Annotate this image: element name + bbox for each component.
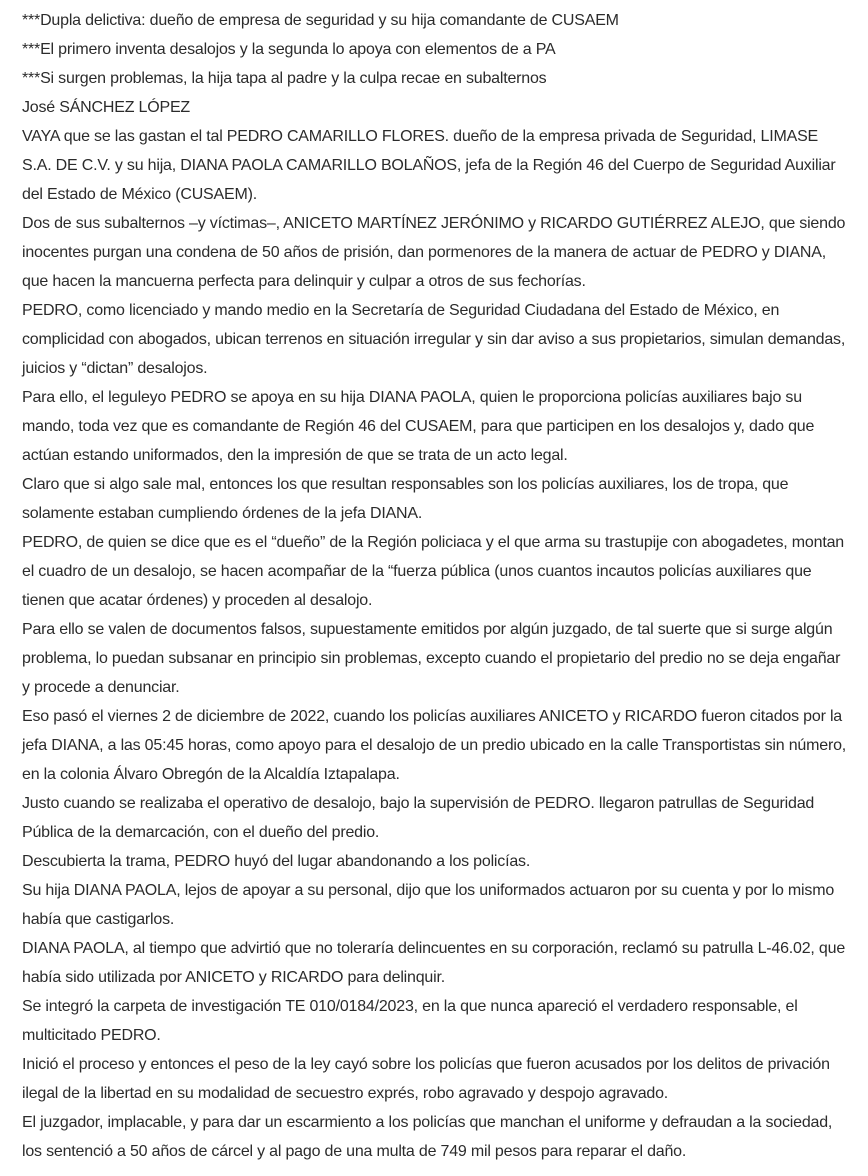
article-paragraph: El juzgador, implacable, y para dar un escarmiento a los policías que manchan el uniforme y defraudan a la sociedad, los sentenció a 50 años de cárcel y al pago de una multa de 749 mil pesos para reparar el daño. bbox=[22, 1114, 833, 1160]
article-paragraph: Claro que si algo sale mal, entonces los que resultan responsables son los policías auxiliares, los de tropa, que solamente estaban cumpliendo órdenes de la jefa DIANA. bbox=[22, 476, 789, 522]
article-paragraph: Su hija DIANA PAOLA, lejos de apoyar a su personal, dijo que los uniformados actuaron por su cuenta y por lo mismo había que castigarlos. bbox=[22, 882, 835, 928]
kicker-line: ***Si surgen problemas, la hija tapa al padre y la culpa recae en subalternos bbox=[22, 70, 547, 87]
article-paragraph: PEDRO, como licenciado y mando medio en la Secretaría de Seguridad Ciudadana del Estado de México, en complicidad con abogados, ubican terrenos en situación irregular y sin dar aviso a sus propietarios, simulan demandas, juicios y “dictan” desalojos. bbox=[22, 302, 846, 377]
article-paragraph: Dos de sus subalternos –y víctimas–, ANICETO MARTÍNEZ JERÓNIMO y RICARDO GUTIÉRREZ ALEJO, que siendo inocentes purgan una condena de 50 años de prisión, dan pormenores de la manera de actuar de PEDRO y DIANA, que hacen la mancuerna perfecta para delinquir y culpar a otros de sus fechorías. bbox=[22, 215, 846, 290]
article-paragraph: Eso pasó el viernes 2 de diciembre de 2022, cuando los policías auxiliares ANICETO y RICARDO fueron citados por la jefa DIANA, a las 05:45 horas, como apoyo para el desalojo de un predio ubicado en la calle Transportistas sin número, en la colonia Álvaro Obregón de la Alcaldía Iztapalapa. bbox=[22, 708, 847, 783]
kicker-line: ***El primero inventa desalojos y la segunda lo apoya con elementos de a PA bbox=[22, 41, 556, 58]
byline: José SÁNCHEZ LÓPEZ bbox=[22, 99, 191, 116]
article-paragraph: Para ello se valen de documentos falsos, supuestamente emitidos por algún juzgado, de tal suerte que si surge algún problema, lo puedan subsanar en principio sin problemas, excepto cuando el propietario del predio no se deja engañar y procede a denunciar. bbox=[22, 621, 841, 696]
kicker-line: ***Dupla delictiva: dueño de empresa de seguridad y su hija comandante de CUSAEM bbox=[22, 12, 619, 29]
article-paragraph: Inició el proceso y entonces el peso de la ley cayó sobre los policías que fueron acusados por los delitos de privación ilegal de la libertad en su modalidad de secuestro exprés, robo agravado y despojo agravado. bbox=[22, 1056, 830, 1102]
article-paragraph: Para ello, el leguleyo PEDRO se apoya en su hija DIANA PAOLA, quien le proporciona policías auxiliares bajo su mando, toda vez que es comandante de Región 46 del CUSAEM, para que participen en los desalojos y, dado que actúan estando uniformados, den la impresión de que se trata de un acto legal. bbox=[22, 389, 815, 464]
article-paragraph: VAYA que se las gastan el tal PEDRO CAMARILLO FLORES. dueño de la empresa privada de Seguridad, LIMASE S.A. DE C.V. y su hija, DIANA PAOLA CAMARILLO BOLAÑOS, jefa de la Región 46 del Cuerpo de Seguridad Auxiliar del Estado de México (CUSAEM). bbox=[22, 128, 836, 203]
article-paragraph: Descubierta la trama, PEDRO huyó del lugar abandonando a los policías. bbox=[22, 853, 531, 870]
article-paragraph: PEDRO, de quien se dice que es el “dueño” de la Región policiaca y el que arma su trastupije con abogadetes, montan el cuadro de un desalojo, se hacen acompañar de la “fuerza pública (unos cuantos incautos policías auxiliares que tienen que acatar órdenes) y proceden al desalojo. bbox=[22, 534, 844, 609]
article-paragraph: Justo cuando se realizaba el operativo de desalojo, bajo la supervisión de PEDRO. llegaron patrullas de Seguridad Pública de la demarcación, con el dueño del predio. bbox=[22, 795, 815, 841]
article-paragraph: Se integró la carpeta de investigación TE 010/0184/2023, en la que nunca apareció el verdadero responsable, el multicitado PEDRO. bbox=[22, 998, 798, 1044]
article-paragraph: DIANA PAOLA, al tiempo que advirtió que no toleraría delincuentes en su corporación, reclamó su patrulla L-46.02, que había sido utilizada por ANICETO y RICARDO para delinquir. bbox=[22, 940, 846, 986]
